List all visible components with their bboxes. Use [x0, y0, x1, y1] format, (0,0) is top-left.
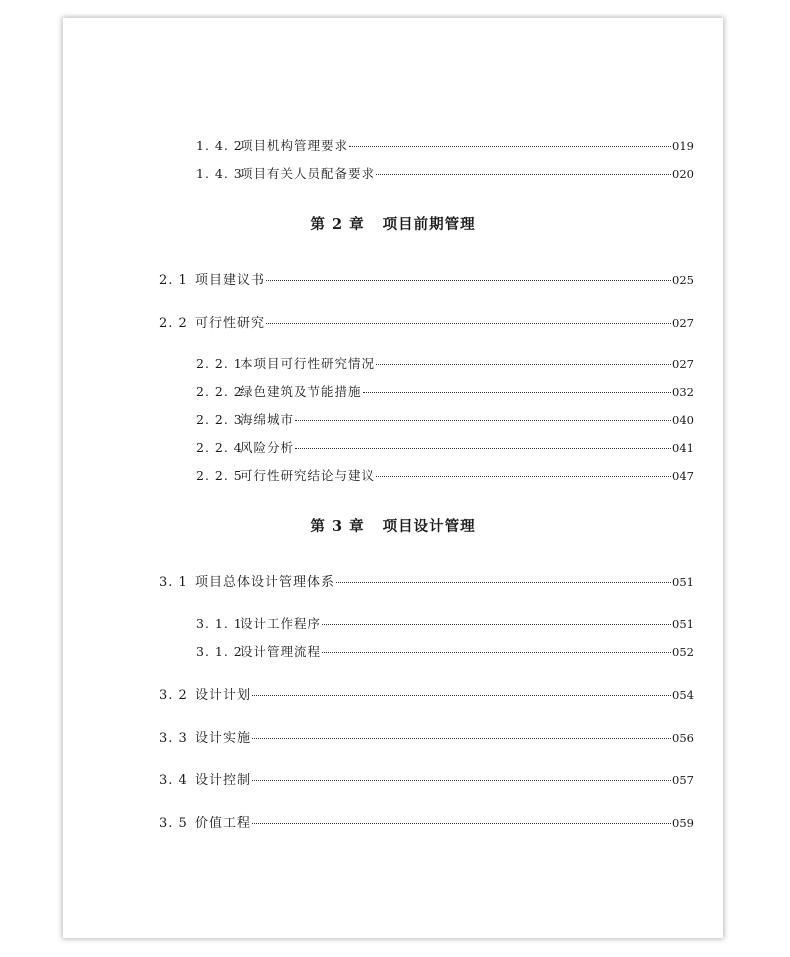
entry-page: 019 [672, 139, 694, 153]
chapter-label: 第 3 章 [310, 518, 365, 535]
entry-number: 3. 1. 2 [196, 644, 243, 659]
toc-entry-1-4-2[interactable] [196, 136, 694, 156]
entry-page: 052 [672, 645, 694, 659]
entry-title: 绿色建筑及节能措施 [240, 384, 362, 399]
entry-title: 本项目可行性研究情况 [240, 356, 376, 371]
entry-number: 2. 1 [159, 273, 188, 288]
entry-number: 2. 2 [159, 316, 188, 331]
dot-leader [349, 146, 671, 147]
dot-leader [363, 392, 672, 393]
entry-title: 风险分析 [240, 440, 295, 455]
dot-leader [295, 420, 671, 421]
chapter-label: 第 2 章 [310, 216, 365, 233]
dot-leader [295, 448, 671, 449]
dot-leader [252, 823, 671, 824]
entry-page: 027 [672, 316, 694, 330]
entry-title: 价值工程 [195, 816, 252, 831]
dot-leader [252, 695, 671, 696]
entry-page: 051 [672, 575, 694, 589]
dot-leader [376, 174, 671, 175]
entry-number: 1. 4. 3 [196, 166, 243, 181]
toc-entry-2-2-4[interactable] [196, 438, 694, 458]
toc-entry-2-2[interactable] [159, 313, 694, 333]
dot-leader [322, 652, 671, 653]
entry-page: 032 [672, 385, 694, 399]
entry-page: 047 [672, 469, 694, 483]
document-page [63, 18, 723, 938]
toc-entry-3-1-2[interactable] [196, 642, 694, 662]
dot-leader [322, 624, 671, 625]
entry-number: 3. 2 [159, 688, 188, 703]
entry-title: 设计控制 [195, 773, 252, 788]
dot-leader [336, 582, 671, 583]
entry-page: 027 [672, 357, 694, 371]
entry-page: 059 [672, 816, 694, 830]
dot-leader [376, 364, 671, 365]
entry-title: 设计计划 [195, 688, 252, 703]
toc-entry-3-1-1[interactable] [196, 614, 694, 634]
entry-title: 设计管理流程 [240, 644, 322, 659]
dot-leader [252, 780, 671, 781]
toc-entry-2-2-1[interactable] [196, 354, 694, 374]
toc-entry-1-4-3[interactable] [196, 164, 694, 184]
entry-title: 项目机构管理要求 [240, 138, 349, 153]
entry-number: 2. 2. 2 [196, 384, 243, 399]
toc-entry-3-2[interactable] [159, 685, 694, 705]
toc-entry-2-2-3[interactable] [196, 410, 694, 430]
entry-number: 3. 3 [159, 731, 188, 746]
dot-leader [266, 280, 671, 281]
entry-number: 2. 2. 1 [196, 356, 243, 371]
entry-number: 2. 2. 5 [196, 468, 243, 483]
entry-number: 3. 1. 1 [196, 616, 243, 631]
dot-leader [252, 738, 671, 739]
entry-page: 025 [672, 273, 694, 287]
entry-number: 2. 2. 3 [196, 412, 243, 427]
chapter-title: 项目设计管理 [382, 518, 476, 535]
toc-entry-3-1[interactable] [159, 572, 694, 592]
entry-number: 3. 4 [159, 773, 188, 788]
toc-entry-2-2-2[interactable] [196, 382, 694, 402]
entry-page: 040 [672, 413, 694, 427]
dot-leader [376, 476, 671, 477]
entry-page: 051 [672, 617, 694, 631]
entry-page: 057 [672, 773, 694, 787]
toc-entry-3-4[interactable] [159, 770, 694, 790]
dot-leader [266, 323, 671, 324]
toc-entry-2-1[interactable] [159, 270, 694, 290]
entry-number: 1. 4. 2 [196, 138, 243, 153]
entry-number: 3. 1 [159, 575, 188, 590]
chapter-title: 项目前期管理 [382, 216, 476, 233]
entry-title: 项目总体设计管理体系 [195, 575, 336, 590]
entry-title: 项目有关人员配备要求 [240, 166, 376, 181]
entry-page: 054 [672, 688, 694, 702]
entry-title: 设计工作程序 [240, 616, 322, 631]
entry-title: 项目建议书 [195, 273, 266, 288]
toc-entry-2-2-5[interactable] [196, 466, 694, 486]
entry-title: 设计实施 [195, 731, 252, 746]
entry-title: 可行性研究 [195, 316, 266, 331]
chapter-2-heading [63, 214, 723, 236]
entry-title: 海绵城市 [240, 412, 295, 427]
entry-number: 3. 5 [159, 816, 188, 831]
toc-entry-3-5[interactable] [159, 813, 694, 833]
entry-title: 可行性研究结论与建议 [240, 468, 376, 483]
chapter-3-heading [63, 516, 723, 538]
entry-number: 2. 2. 4 [196, 440, 243, 455]
toc-entry-3-3[interactable] [159, 728, 694, 748]
entry-page: 020 [672, 167, 694, 181]
entry-page: 041 [672, 441, 694, 455]
entry-page: 056 [672, 731, 694, 745]
